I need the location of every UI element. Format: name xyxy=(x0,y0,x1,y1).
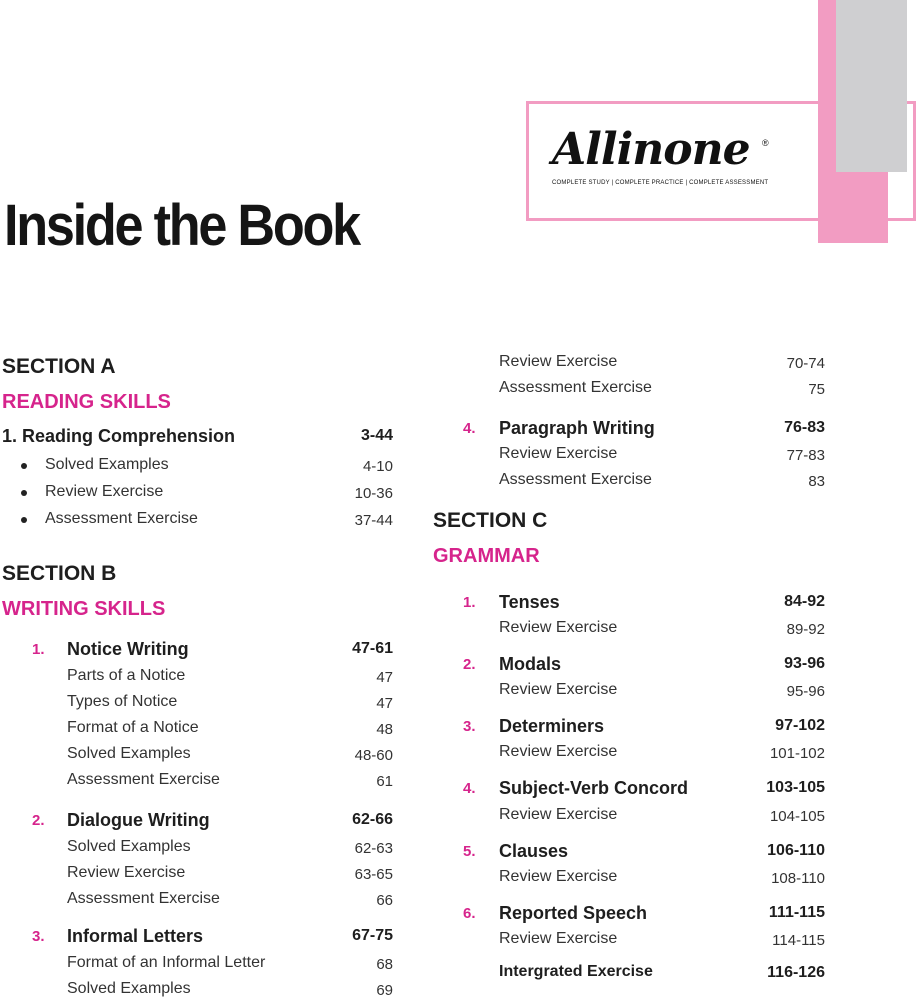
chapter-pages: 93-96 xyxy=(784,655,825,672)
list-item: Review Exercise xyxy=(499,619,618,636)
item-pages: 47 xyxy=(376,695,393,712)
item-pages: 101-102 xyxy=(769,745,825,762)
list-item: Review Exercise xyxy=(45,483,164,500)
chapter-number: 6. xyxy=(463,905,476,922)
chapter-pages: 103-105 xyxy=(766,779,825,796)
chapter-title: Informal Letters xyxy=(67,926,204,946)
list-item: Parts of a Notice xyxy=(67,667,186,684)
item-pages: 108-110 xyxy=(771,870,825,887)
chapter-pages: 76-83 xyxy=(784,419,825,436)
gray-accent-block xyxy=(836,0,907,172)
list-item: Review Exercise xyxy=(499,743,618,760)
chapter-pages: 67-75 xyxy=(352,927,393,944)
list-item: Review Exercise xyxy=(499,930,618,947)
list-item: Assessment Exercise xyxy=(67,890,220,907)
chapter-number: 4. xyxy=(463,420,476,437)
chapter-title: Determiners xyxy=(499,716,605,736)
integrated-exercise-pages: 116-126 xyxy=(767,964,825,981)
chapter-title: 1. Reading Comprehension xyxy=(2,426,236,446)
chapter-title: Dialogue Writing xyxy=(67,810,210,830)
section-b-heading: SECTION B xyxy=(2,562,117,585)
chapter-title: Subject-Verb Concord xyxy=(499,778,689,798)
chapter-pages: 62-66 xyxy=(352,811,393,828)
list-item: Format of an Informal Letter xyxy=(67,954,266,971)
chapter-number: 1. xyxy=(32,641,45,658)
list-item: Assessment Exercise xyxy=(67,771,220,788)
section-a-heading: SECTION A xyxy=(2,355,116,378)
chapter-number: 5. xyxy=(463,843,476,860)
chapter-number: 1. xyxy=(463,594,476,611)
logo-tagline: COMPLETE STUDY | COMPLETE PRACTICE | COMPLETE ASSESSMENT xyxy=(552,180,769,186)
list-item: Types of Notice xyxy=(67,693,178,710)
chapter-title: Modals xyxy=(499,654,562,674)
list-item: Assessment Exercise xyxy=(45,510,198,527)
chapter-pages: 84-92 xyxy=(784,593,825,610)
item-pages: 75 xyxy=(808,381,825,398)
chapter-title: Reported Speech xyxy=(499,903,648,923)
chapter-number: 3. xyxy=(463,718,476,735)
item-pages: 95-96 xyxy=(786,683,825,700)
registered-mark: ® xyxy=(762,138,769,148)
item-pages: 89-92 xyxy=(786,621,825,638)
item-pages: 104-105 xyxy=(769,808,825,825)
chapter-pages: 111-115 xyxy=(768,904,825,921)
chapter-title: Notice Writing xyxy=(67,639,189,659)
item-pages: 48-60 xyxy=(354,747,393,764)
item-pages: 77-83 xyxy=(786,447,825,464)
list-item: Solved Examples xyxy=(67,980,191,997)
list-item: Review Exercise xyxy=(499,353,618,370)
grammar-heading: GRAMMAR xyxy=(433,545,540,567)
item-pages: 66 xyxy=(376,892,393,909)
chapter-number: 2. xyxy=(463,656,476,673)
chapter-pages: 97-102 xyxy=(775,717,825,734)
list-item: Review Exercise xyxy=(67,864,186,881)
list-item: Review Exercise xyxy=(499,868,618,885)
chapter-title: Clauses xyxy=(499,841,569,861)
item-pages: 83 xyxy=(808,473,825,490)
item-pages: 62-63 xyxy=(354,840,393,857)
item-pages: 61 xyxy=(376,773,393,790)
chapter-title: Tenses xyxy=(499,592,560,612)
item-pages: 68 xyxy=(376,956,393,973)
page-title: Inside the Book xyxy=(4,193,359,258)
item-pages: 37-44 xyxy=(354,512,393,529)
logo: Allinone xyxy=(552,124,750,175)
reading-skills-heading: READING SKILLS xyxy=(2,391,171,413)
bullet-icon xyxy=(21,490,27,496)
list-item: Review Exercise xyxy=(499,445,618,462)
item-pages: 70-74 xyxy=(786,355,825,372)
item-pages: 10-36 xyxy=(354,485,393,502)
list-item: Format of a Notice xyxy=(67,719,199,736)
writing-skills-heading: WRITING SKILLS xyxy=(2,598,166,620)
item-pages: 114-115 xyxy=(772,932,825,949)
list-item: Solved Examples xyxy=(67,838,191,855)
item-pages: 4-10 xyxy=(362,458,393,475)
bullet-icon xyxy=(21,463,27,469)
chapter-title: Paragraph Writing xyxy=(499,418,655,438)
section-c-heading: SECTION C xyxy=(433,509,548,532)
list-item: Assessment Exercise xyxy=(499,379,652,396)
bullet-icon xyxy=(21,517,27,523)
list-item: Review Exercise xyxy=(499,681,618,698)
chapter-number: 2. xyxy=(32,812,45,829)
chapter-pages: 47-61 xyxy=(352,640,393,657)
item-pages: 47 xyxy=(376,669,393,686)
chapter-pages: 3-44 xyxy=(360,427,393,444)
chapter-number: 4. xyxy=(463,780,476,797)
item-pages: 69 xyxy=(376,982,393,999)
list-item: Review Exercise xyxy=(499,806,618,823)
list-item: Solved Examples xyxy=(67,745,191,762)
integrated-exercise-title: Intergrated Exercise xyxy=(499,963,653,980)
chapter-number: 3. xyxy=(32,928,45,945)
list-item: Assessment Exercise xyxy=(499,471,652,488)
item-pages: 63-65 xyxy=(354,866,393,883)
chapter-pages: 106-110 xyxy=(767,842,825,859)
item-pages: 48 xyxy=(376,721,393,738)
list-item: Solved Examples xyxy=(45,456,169,473)
